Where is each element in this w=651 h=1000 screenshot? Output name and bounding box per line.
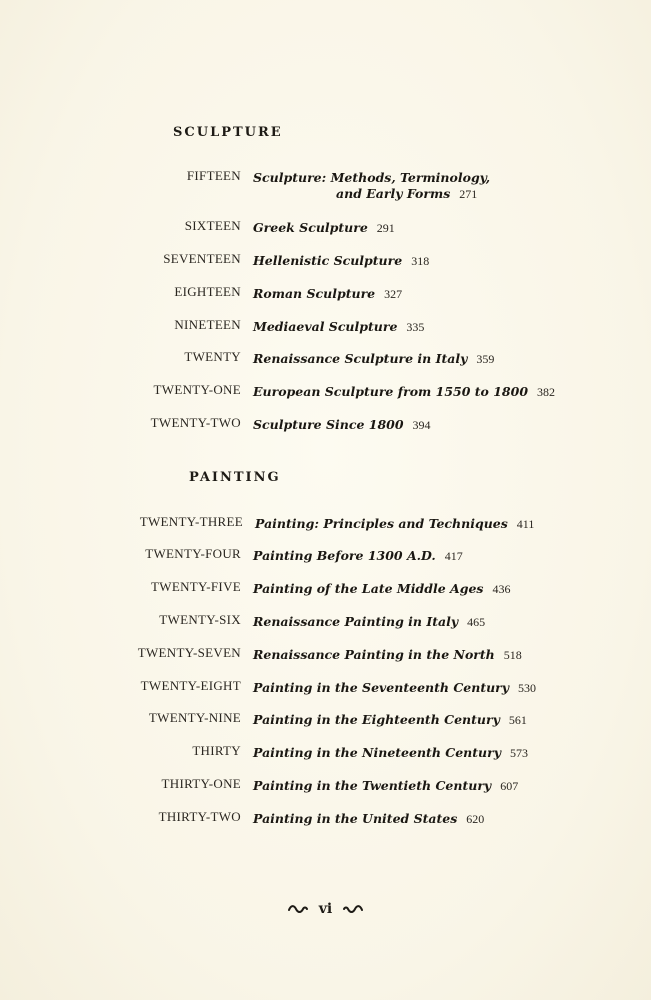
chapter-title: Renaissance Painting in Italy (253, 614, 459, 629)
chapter-number: SIXTEEN (184, 218, 241, 233)
chapter-title: Renaissance Painting in the North (253, 647, 495, 662)
chapter-number: THIRTY-ONE (161, 776, 241, 791)
chapter-number: THIRTY-TWO (158, 809, 241, 824)
toc-entry (0, 743, 651, 765)
page-number: 394 (412, 418, 431, 432)
page-number: 530 (518, 681, 537, 695)
toc-entry (0, 645, 651, 667)
toc-entry (0, 579, 651, 601)
toc-entry (0, 710, 651, 732)
chapter-title: Painting in the Twentieth Century (253, 778, 492, 793)
chapter-title: Painting: Principles and Techniques (255, 516, 508, 531)
folio (0, 898, 651, 917)
chapter-title-continued: and Early Forms (336, 186, 451, 201)
chapter-number: TWENTY-THREE (139, 514, 243, 529)
chapter-title: Hellenistic Sculpture (253, 253, 403, 268)
chapter-title: Painting in the United States (253, 811, 458, 826)
toc-entry (0, 284, 651, 306)
page-number: 335 (406, 320, 425, 334)
page-number: 271 (459, 187, 478, 201)
page-number: 518 (503, 648, 522, 662)
toc-entry (0, 678, 651, 700)
page-number: 607 (500, 779, 519, 793)
chapter-title: European Sculpture from 1550 to 1800 (253, 384, 529, 399)
page-number: 382 (537, 385, 556, 399)
page-number: 465 (467, 615, 486, 629)
chapter-number: EIGHTEEN (174, 284, 241, 299)
swash-ornament-icon (343, 904, 363, 914)
page-number: 436 (492, 582, 511, 596)
chapter-number: SEVENTEEN (163, 251, 241, 266)
chapter-title: Sculpture Since 1800 (253, 417, 404, 432)
chapter-number: TWENTY-ONE (153, 382, 241, 397)
toc-entry (0, 349, 651, 371)
toc-entry (0, 251, 651, 273)
page-number: 411 (516, 517, 535, 531)
chapter-number: TWENTY-NINE (148, 710, 241, 725)
page-number: 620 (466, 812, 485, 826)
toc-entry (0, 415, 651, 437)
chapter-number: TWENTY (184, 349, 241, 364)
chapter-number: NINETEEN (174, 317, 241, 332)
chapter-number: TWENTY-TWO (150, 415, 241, 430)
page-number: 417 (444, 549, 463, 563)
chapter-title: Painting in the Eighteenth Century (253, 712, 500, 727)
toc-entry (0, 168, 651, 201)
section-heading-painting: PAINTING (189, 470, 281, 485)
chapter-title: Mediaeval Sculpture (253, 319, 398, 334)
page-number: 327 (384, 287, 403, 301)
chapter-title: Painting in the Seventeenth Century (253, 680, 510, 695)
chapter-title: Roman Sculpture (253, 286, 376, 301)
chapter-title: Painting Before 1300 A.D. (253, 548, 436, 563)
chapter-number: FIFTEEN (186, 168, 241, 183)
chapter-title: Greek Sculpture (253, 220, 368, 235)
page-number: 561 (508, 713, 527, 727)
chapter-title: Renaissance Sculpture in Italy (253, 351, 468, 366)
chapter-title: Painting of the Late Middle Ages (253, 581, 484, 596)
chapter-title: Painting in the Nineteenth Century (253, 745, 501, 760)
toc-entry (0, 612, 651, 634)
chapter-title: Sculpture: Methods, Terminology, (253, 170, 491, 185)
toc-entry (0, 218, 651, 240)
chapter-number: TWENTY-SIX (159, 612, 241, 627)
swash-ornament-icon (288, 904, 308, 914)
chapter-number: TWENTY-SEVEN (137, 645, 241, 660)
chapter-number: TWENTY-EIGHT (140, 678, 241, 693)
page-number: 318 (411, 254, 430, 268)
toc-entry (0, 382, 651, 404)
chapter-number: TWENTY-FOUR (145, 546, 241, 561)
page-folio-number: vi (318, 900, 333, 917)
section-heading-sculpture: SCULPTURE (173, 125, 283, 140)
page-number: 573 (509, 746, 528, 760)
chapter-number: TWENTY-FIVE (151, 579, 241, 594)
page-number: 359 (476, 352, 495, 366)
page-number: 291 (376, 221, 395, 235)
toc-entry (0, 776, 651, 798)
toc-entry (0, 317, 651, 339)
toc-entry (0, 809, 651, 831)
toc-entry (0, 514, 651, 536)
chapter-number: THIRTY (192, 743, 241, 758)
toc-entry (0, 546, 651, 568)
